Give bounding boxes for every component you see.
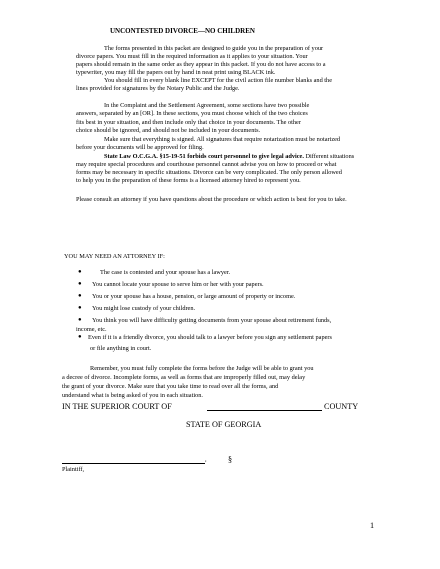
document-title: UNCONTESTED DIVORCE—NO CHILDREN: [110, 27, 255, 35]
intro-line: The forms presented in this packet are designed to guide you in the preparation of your: [104, 45, 324, 52]
intro-line: Make sure that everything is signed. All signatures that require notarization must be notarized: [104, 136, 341, 143]
state-law-line: to help you in the preparation of these forms is a licensed attorney hired to represent you.: [76, 177, 301, 184]
state-law-line: forms may be necessary in specific situations. Divorce can be very complicated. The only person allowed: [76, 169, 342, 176]
state-law-line: [104, 154, 354, 160]
bullet-continuation: income, etc.: [76, 326, 107, 333]
bullet-item: You cannot locate your spouse to serve him or her with your papers.: [92, 281, 264, 288]
bullet-item: You think you will have difficulty getting documents from your spouse about retirement funds,: [92, 317, 332, 324]
remember-line: Remember, you must fully complete the forms before the Judge will be able to grant you: [90, 365, 314, 372]
bullet-continuation: or file anything in court.: [90, 345, 152, 352]
state-law-line: Please consult an attorney if you have questions about the procedure or which action is best for you to take.: [76, 196, 347, 203]
plaintiff-label: Plaintiff,: [62, 466, 85, 473]
state-law-line: may require special procedures and courthouse personnel cannot advise you on how to proceed or what: [76, 161, 337, 168]
plaintiff-comma: ,: [205, 456, 207, 463]
state-heading: STATE OF GEORGIA: [186, 420, 262, 429]
bullet-icon: ●: [78, 305, 82, 311]
intro-line: fits best in your situation, and then include only that choice in your documents. The other: [76, 119, 301, 126]
intro-line: before your documents will be approved for filing.: [76, 144, 204, 151]
intro-line: You should fill in every blank line EXCEPT for the civil action file number blanks and the: [104, 77, 332, 84]
intro-line: lines provided for signatures by the Notary Public and the Judge.: [76, 85, 240, 92]
state-law-rest: Different situations: [303, 153, 355, 160]
remember-line: the grant of your divorce. Make sure that you take time to read over all the forms, and: [62, 383, 279, 390]
bullet-item: Even if it is a friendly divorce, you should talk to a lawyer before you sign any settlement papers: [88, 334, 332, 341]
intro-line: papers should remain in the same order as they appear in this packet. If you do not have access to a: [76, 61, 326, 68]
intro-line: divorce papers. You must fill in the required information as it applies to your situation. Your: [76, 53, 308, 60]
state-law-bold: State Law O.C.G.A. §15-19-51 forbids court personnel to give legal advice.: [104, 153, 304, 160]
court-prefix: IN THE SUPERIOR COURT OF: [62, 402, 172, 411]
intro-line: answers, separated by an [OR]. In these sections, you must choose which of the two choices: [76, 110, 308, 117]
remember-line: understand what is being asked of you in each situation.: [62, 392, 203, 399]
section-mark: §: [228, 455, 233, 464]
attorney-heading: YOU MAY NEED AN ATTORNEY IF:: [64, 253, 165, 260]
bullet-icon: ●: [78, 334, 82, 340]
remember-line: a decree of divorce. Incomplete forms, as well as forms that are improperly filled out, may delay: [62, 374, 306, 381]
intro-line: typewriter, you may fill the papers out by hand in neat print using BLACK ink.: [76, 69, 276, 76]
bullet-icon: ●: [78, 317, 82, 323]
bullet-icon: ●: [78, 281, 82, 287]
intro-line: choice should be ignored, and should not be included in your documents.: [76, 127, 261, 134]
bullet-item: You might lose custody of your children.: [92, 305, 196, 312]
bullet-icon: ●: [78, 293, 82, 299]
county-blank[interactable]: [207, 410, 322, 411]
bullet-icon: ●: [78, 269, 82, 275]
intro-line: In the Complaint and the Settlement Agreement, some sections have two possible: [104, 102, 310, 109]
court-suffix: COUNTY: [324, 402, 359, 411]
page-number: 1: [370, 521, 375, 530]
bullet-item: You or your spouse has a house, pension, or large amount of property or income.: [92, 293, 296, 300]
bullet-item: The case is contested and your spouse has a lawyer.: [100, 269, 231, 276]
plaintiff-name-blank[interactable]: [62, 463, 205, 464]
